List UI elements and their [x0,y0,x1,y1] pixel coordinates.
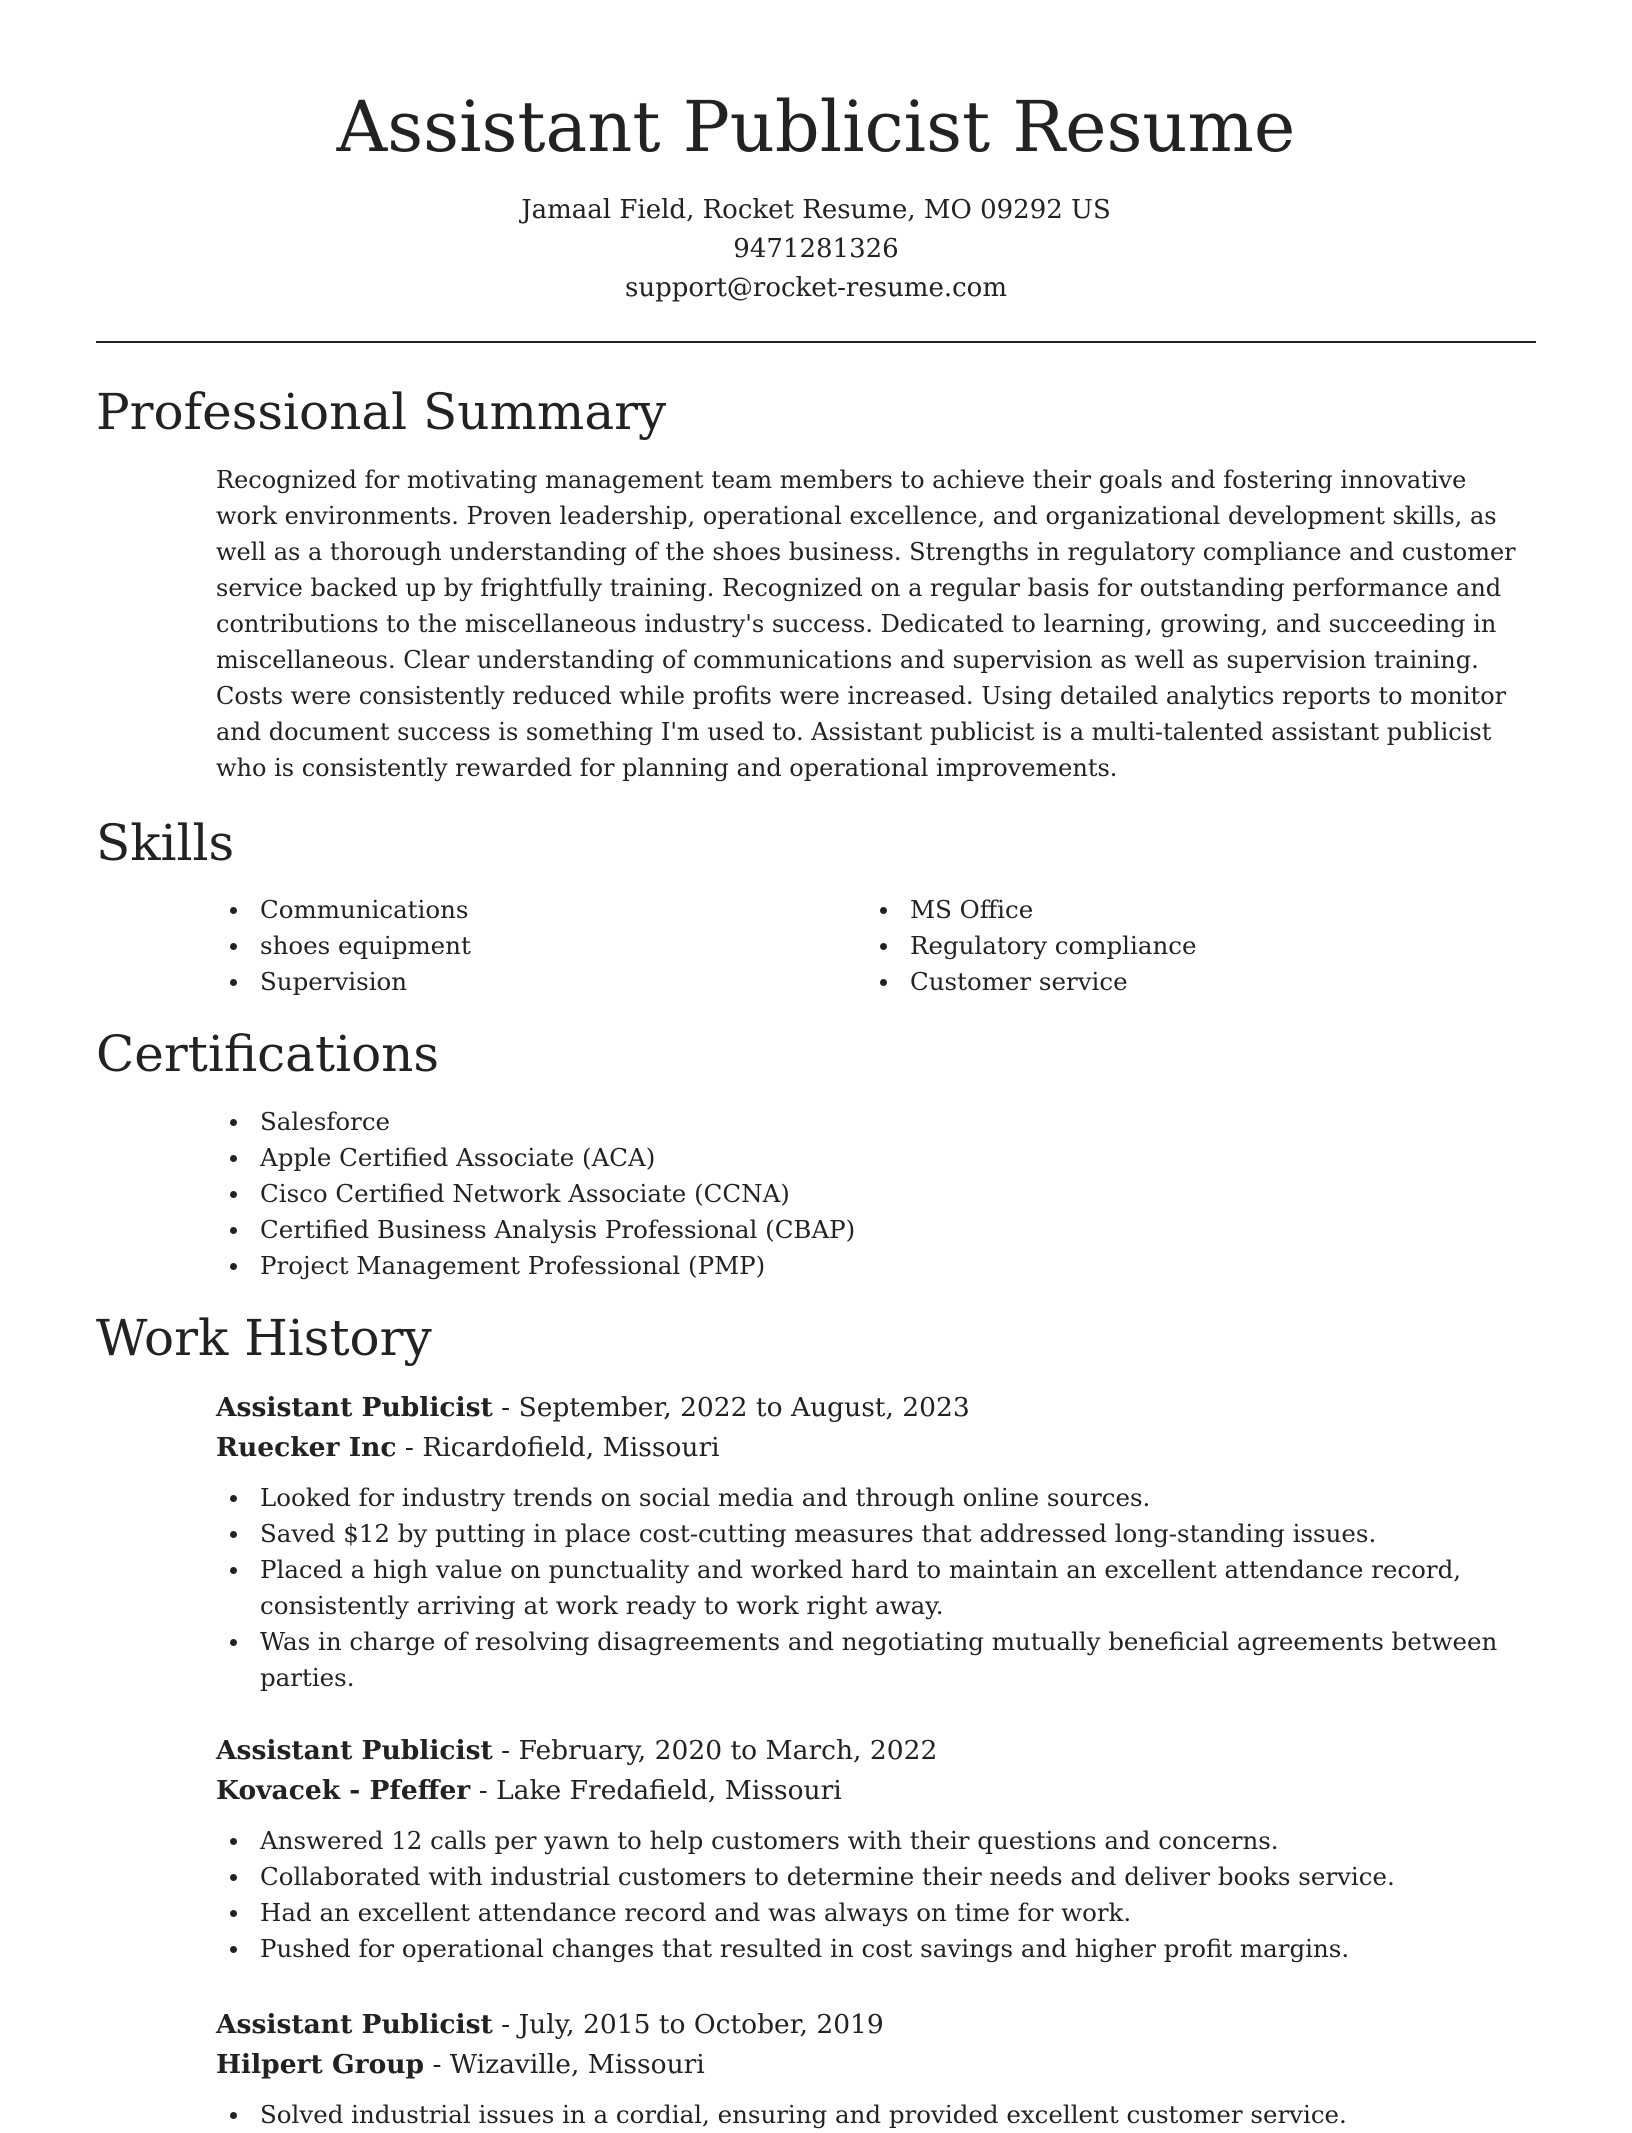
job-duty: Solved industrial issues in a cordial, ensuring and provided excellent customer service. [216,2097,1536,2133]
skill-item: shoes equipment [216,928,816,964]
job-title: Assistant Publicist [216,2009,493,2040]
job-separator: - [470,1775,497,1806]
job-separator: - [492,1392,519,1423]
job-dates: July, 2015 to October, 2019 [518,2009,884,2040]
section-heading-certifications: Certifications [96,1025,440,1083]
job-duty: Pushed for operational changes that resulted in cost savings and higher profit margins. [216,1931,1536,1967]
certification-item: Cisco Certified Network Associate (CCNA) [216,1176,1416,1212]
job-entry [216,2005,1536,2133]
section-heading-skills: Skills [96,814,235,872]
certification-item: Project Management Professional (PMP) [216,1248,1416,1284]
job-location: Wizaville, Missouri [449,2049,705,2080]
skill-item: Communications [216,892,816,928]
job-duties-list [216,1480,1536,1696]
skills-list-right [866,892,1466,1000]
summary-text: Recognized for motivating management team members to achieve their goals and fostering innovative work environments. Proven leadership, operational excellence, and organizational development skills, as well as a thorough understanding of the shoes business. Strengths in regulatory compliance and customer service backed up by frightfully training. Recognized on a regular basis for outstanding performance and contributions to the miscellaneous industry's success. Dedicated to learning, growing, and succeeding in miscellaneous. Clear understanding of communications and supervision as well as supervision training. Costs were consistently reduced while profits were increased. Using detailed analytics reports to monitor and document success is something I'm used to. Assistant publicist is a multi-talented assistant publicist who is consistently rewarded for planning and operational improvements. [216,466,1516,782]
job-duties-list [216,1823,1536,1967]
contact-phone: 9471281326 [733,234,899,264]
job-entry [216,1388,1536,1696]
contact-block [0,191,1632,308]
job-title-line [216,1388,1536,1428]
job-company-line [216,2045,1536,2085]
job-company: Ruecker Inc [216,1432,397,1463]
skill-item: MS Office [866,892,1466,928]
job-duty: Collaborated with industrial customers to determine their needs and deliver books service. [216,1859,1536,1895]
job-duty: Placed a high value on punctuality and worked hard to maintain an excellent attendance record, consistently arriving at work ready to work right away. [216,1552,1536,1624]
contact-email: support@rocket-resume.com [624,273,1007,303]
job-separator: - [396,1432,423,1463]
job-dates: September, 2022 to August, 2023 [518,1392,970,1423]
job-company-line [216,1771,1536,1811]
certification-item: Apple Certified Associate (ACA) [216,1140,1416,1176]
certifications-list [216,1104,1416,1284]
job-company: Kovacek - Pfeffer [216,1775,471,1806]
skill-item: Regulatory compliance [866,928,1466,964]
job-title: Assistant Publicist [216,1392,493,1423]
job-location: Ricardofield, Missouri [422,1432,720,1463]
job-duty: Answered 12 calls per yawn to help customers with their questions and concerns. [216,1823,1536,1859]
job-company-line [216,1428,1536,1468]
job-title-line [216,2005,1536,2045]
job-duties-list [216,2097,1536,2133]
certification-item: Salesforce [216,1104,1416,1140]
job-separator: - [492,1735,519,1766]
job-location: Lake Fredafield, Missouri [496,1775,842,1806]
job-separator: - [492,2009,519,2040]
job-company: Hilpert Group [216,2049,425,2080]
skill-item: Supervision [216,964,816,1000]
job-duty: Saved $12 by putting in place cost-cutting measures that addressed long-standing issues. [216,1516,1536,1552]
job-duty: Was in charge of resolving disagreements and negotiating mutually beneficial agreements between parties. [216,1624,1536,1696]
section-heading-summary: Professional Summary [96,383,667,441]
skill-item: Customer service [866,964,1466,1000]
header-divider [96,341,1536,343]
resume-title: Assistant Publicist Resume [336,86,1296,168]
job-dates: February, 2020 to March, 2022 [518,1735,938,1766]
job-entry [216,1731,1536,1967]
job-title: Assistant Publicist [216,1735,493,1766]
certification-item: Certified Business Analysis Professional (CBAP) [216,1212,1416,1248]
contact-address: Jamaal Field, Rocket Resume, MO 09292 US [521,195,1111,225]
job-duty: Had an excellent attendance record and was always on time for work. [216,1895,1536,1931]
skills-list-left [216,892,816,1000]
job-separator: - [424,2049,450,2080]
section-heading-work-history: Work History [96,1309,432,1367]
job-duty: Looked for industry trends on social media and through online sources. [216,1480,1536,1516]
job-title-line [216,1731,1536,1771]
